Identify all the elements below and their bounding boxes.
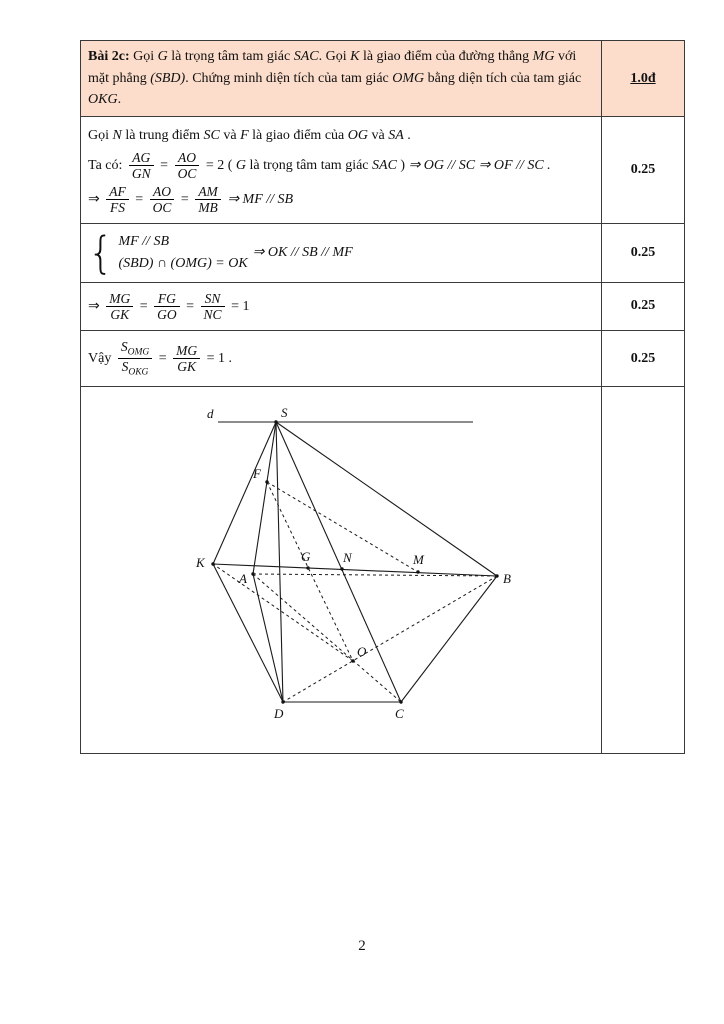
text-run: . Gọi <box>318 49 351 64</box>
step2-content <box>81 224 602 282</box>
fraction-denominator: OC <box>177 165 197 181</box>
fraction-denominator <box>118 359 152 378</box>
label-B: B <box>503 571 511 587</box>
case-line: MF // SB <box>118 234 169 250</box>
edge-SK <box>213 422 276 564</box>
label-D: D <box>274 706 284 722</box>
math-var: G <box>235 157 247 173</box>
implies-arrow: ⇒ <box>88 191 104 207</box>
math-var: G <box>157 49 168 64</box>
score-value: 0.25 <box>630 350 656 366</box>
edge-AD <box>253 574 283 702</box>
math-var: N <box>112 128 122 144</box>
fraction <box>173 343 200 374</box>
score-cell <box>602 330 685 387</box>
equals-sign: = <box>131 191 147 207</box>
score-value: 0.25 <box>630 298 656 314</box>
point-D <box>281 701 284 704</box>
math-var: OMG <box>392 70 425 86</box>
text-run: là trung điểm <box>121 128 204 144</box>
text-run: bằng diện tích của tam giác <box>424 70 582 86</box>
answer-sheet <box>80 40 670 754</box>
label-d: d <box>207 406 214 422</box>
fraction-denominator: OC <box>152 200 172 216</box>
system-cases <box>118 231 247 274</box>
equals-sign: = <box>156 157 172 173</box>
fraction <box>195 184 221 215</box>
text-run: và <box>219 128 241 144</box>
problem-statement <box>81 41 602 117</box>
step3-content <box>81 282 602 330</box>
solution-table <box>80 40 685 754</box>
fraction <box>106 291 133 322</box>
figure-cell <box>81 387 602 754</box>
fraction <box>106 184 129 215</box>
step1-line1 <box>88 125 593 147</box>
step4-content <box>81 330 602 387</box>
text-run: là trọng tâm tam giác <box>246 157 373 173</box>
point-A <box>251 573 254 576</box>
fraction-denominator: GK <box>110 306 130 322</box>
text-run: ) <box>396 157 409 173</box>
math-var: SA <box>388 128 404 144</box>
system-block <box>88 227 593 279</box>
empty-score-cell <box>602 387 685 754</box>
edge-SA <box>253 422 276 574</box>
text-run: là giao điểm của đường thẳng <box>359 49 533 64</box>
math-var: OKG <box>88 92 118 108</box>
math-var: SAC <box>372 157 397 173</box>
label-F: F <box>253 466 261 482</box>
step1-line2 <box>88 150 593 181</box>
math-var: OG <box>347 128 368 144</box>
label-A: A <box>239 571 247 587</box>
fraction-denominator: FS <box>109 200 125 216</box>
text-run: với mặt phẳng <box>88 49 577 86</box>
fraction-numerator: SN <box>201 291 225 307</box>
step4-row <box>81 330 685 387</box>
figure-row <box>81 387 685 754</box>
text-run: Gọi <box>88 128 113 144</box>
system-result: ⇒ OK // SB // MF <box>252 245 353 261</box>
edge-SD <box>276 422 283 702</box>
math-var: S <box>120 338 128 354</box>
equals-sign: = <box>136 298 152 314</box>
step3-line <box>88 291 593 322</box>
subscript: OKG <box>128 367 149 378</box>
label-M: M <box>413 552 424 568</box>
fraction-numerator: AO <box>175 150 200 166</box>
equals-sign: = <box>177 191 193 207</box>
fraction-numerator: FG <box>154 291 180 307</box>
math-var: K <box>350 49 360 64</box>
text-run: là giao điểm của <box>248 128 348 144</box>
step4-line <box>88 339 593 379</box>
score-value: 0.25 <box>630 162 656 178</box>
diagonal-BD <box>283 576 497 702</box>
fraction-denominator: GK <box>177 359 196 375</box>
fraction <box>201 291 225 322</box>
figure-wrap <box>143 404 593 742</box>
text-run: Ta có: <box>88 157 126 173</box>
fraction <box>150 184 175 215</box>
implies-arrow: ⇒ <box>88 298 104 314</box>
fraction-numerator: AM <box>195 184 221 200</box>
score-cell <box>602 224 685 282</box>
label-S: S <box>281 405 288 421</box>
subscript: OMG <box>127 347 150 358</box>
fraction <box>175 150 200 181</box>
math-expression: ⇒ OG // SC ⇒ OF // SC . <box>408 157 551 173</box>
point-C <box>399 701 402 704</box>
edge-BC <box>401 576 497 702</box>
math-var: MG <box>532 49 555 64</box>
text-run: ( <box>227 157 236 173</box>
text-run: Vậy <box>88 350 115 366</box>
math-expression: ⇒ MF // SB <box>223 191 294 207</box>
label-O: O <box>357 644 367 660</box>
geometry-figure <box>143 404 613 734</box>
point-N <box>340 568 343 571</box>
text-run: . Chứng minh diện tích của tam giác <box>185 70 393 86</box>
score-cell <box>602 282 685 330</box>
brace-glyph: { <box>88 227 114 279</box>
score-value: 0.25 <box>630 244 656 260</box>
step2-row <box>81 224 685 282</box>
point-B <box>495 575 498 578</box>
equals-sign: = <box>155 350 171 366</box>
fraction-numerator: AO <box>150 184 175 200</box>
problem-label: Bài 2c: <box>88 49 130 64</box>
dashed-edges <box>213 482 497 702</box>
label-N: N <box>343 550 352 566</box>
equals-sign: = <box>182 298 198 314</box>
math-var: S <box>121 359 129 375</box>
point-O <box>351 660 354 663</box>
text-run: . <box>117 92 122 108</box>
math-var: SC <box>203 128 220 144</box>
fraction <box>154 291 180 322</box>
case-line: (SBD) ∩ (OMG) = OK <box>118 255 248 271</box>
line-OK <box>213 564 353 661</box>
fraction <box>118 339 152 379</box>
step1-line3 <box>88 184 593 215</box>
text-run: là trọng tâm tam giác <box>167 49 294 64</box>
point-M <box>416 571 419 574</box>
equals-sign: = 1 . <box>203 350 233 366</box>
problem-row <box>81 41 685 117</box>
step1-content <box>81 117 602 224</box>
page-number: 2 <box>358 938 366 954</box>
math-var: (SBD) <box>150 70 186 86</box>
score-cell <box>602 117 685 224</box>
text-run: và <box>368 128 389 144</box>
point-K <box>211 563 214 566</box>
fraction-numerator <box>118 339 152 359</box>
fraction-numerator: AF <box>106 184 129 200</box>
point-labels <box>195 405 511 721</box>
text-run: Gọi <box>129 49 158 64</box>
label-G: G <box>301 549 311 565</box>
equals-sign: = 1 <box>227 298 250 314</box>
fraction-numerator: AG <box>129 150 154 166</box>
fraction-denominator: MB <box>198 200 218 216</box>
point-F <box>265 481 268 484</box>
diagonal-AC <box>253 574 401 702</box>
fraction-denominator: GO <box>157 306 177 322</box>
score-value: 1.0đ <box>630 70 656 86</box>
point-S <box>274 421 277 424</box>
fraction <box>129 150 154 181</box>
fraction-denominator: GN <box>131 165 151 181</box>
score-cell <box>602 41 685 117</box>
equals-sign: = 2 <box>202 157 228 173</box>
step1-row <box>81 117 685 224</box>
edge-SC <box>276 422 401 702</box>
point-G <box>306 567 309 570</box>
math-var: F <box>240 128 249 144</box>
step3-row <box>81 282 685 330</box>
label-K: K <box>196 555 205 571</box>
label-C: C <box>395 706 404 722</box>
fraction-denominator: NC <box>203 306 222 322</box>
math-var: SAC <box>293 49 319 64</box>
fraction-numerator: MG <box>106 291 133 307</box>
text-run: . <box>403 128 411 144</box>
fraction-numerator: MG <box>173 343 200 359</box>
edge-KD <box>213 564 283 702</box>
